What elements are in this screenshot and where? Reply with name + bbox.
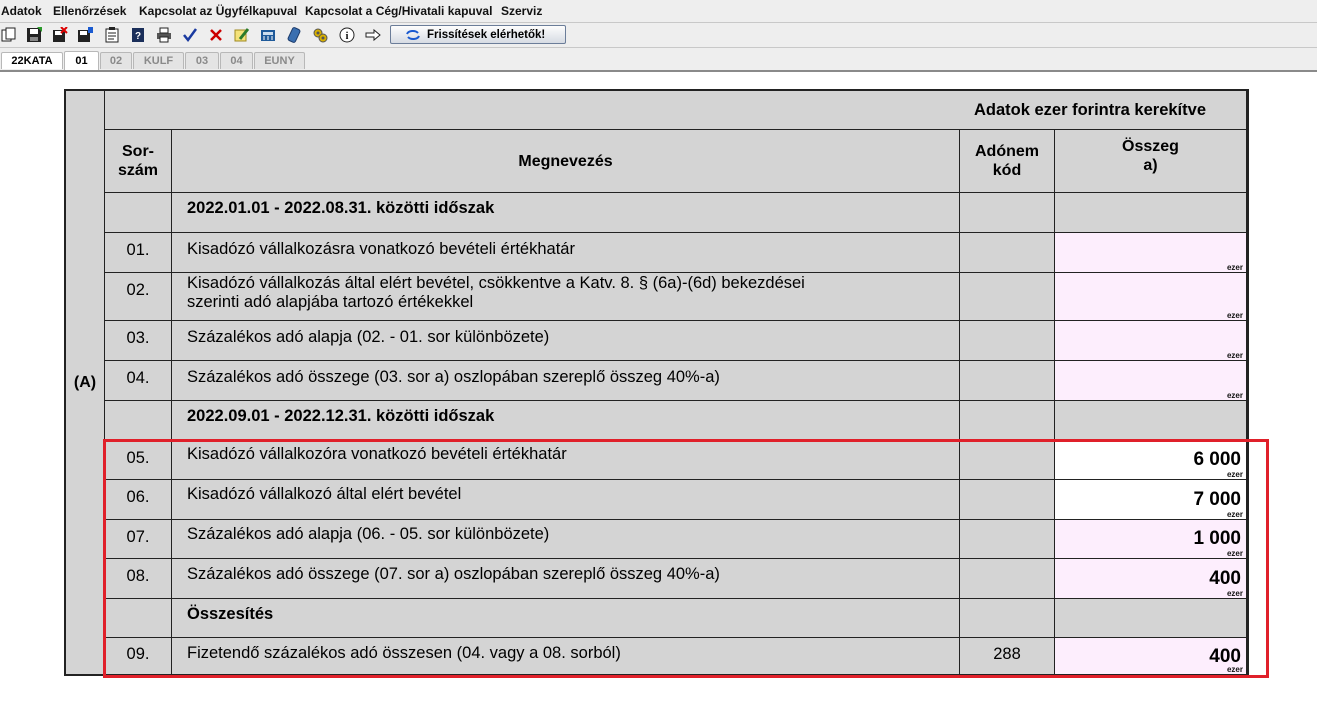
row-code — [960, 480, 1055, 520]
row-number: 03. — [105, 321, 172, 361]
updates-available-button[interactable] — [390, 25, 566, 44]
toolbar — [0, 23, 1317, 48]
header-megnevezes: Megnevezés — [172, 130, 960, 193]
unit-label: ezer — [1226, 665, 1243, 674]
unit-label: ezer — [1226, 351, 1243, 360]
tab-02[interactable]: 02 — [100, 52, 132, 69]
cancel-icon[interactable] — [207, 26, 225, 44]
amount-input-01[interactable] — [1055, 233, 1247, 273]
row-number: 01. — [105, 233, 172, 273]
amount-input-03[interactable] — [1055, 321, 1247, 361]
tab-22kata[interactable]: 22KATA — [1, 52, 63, 69]
header-osszeg: Összeg a) — [1055, 130, 1247, 193]
content-divider — [0, 70, 1317, 81]
tab-bar — [0, 48, 1317, 70]
save-icon[interactable] — [25, 26, 43, 44]
kata-form-table — [64, 89, 1249, 676]
section-code-cell — [960, 193, 1055, 233]
unit-label: ezer — [1226, 470, 1243, 479]
table-title: Adatok ezer forintra kerekítve — [105, 91, 1247, 130]
section-amount-cell — [1055, 401, 1247, 441]
unit-label: ezer — [1226, 510, 1243, 519]
unit-label: ezer — [1226, 311, 1243, 320]
amount-input-04[interactable] — [1055, 361, 1247, 401]
amount-value: 1 000 — [1193, 528, 1241, 549]
row-code — [960, 520, 1055, 559]
pointer-icon[interactable] — [364, 26, 382, 44]
row-label: Százalékos adó alapja (06. - 05. sor különbözete) — [172, 520, 960, 559]
tab-01[interactable]: 01 — [64, 51, 99, 70]
row-number: 04. — [105, 361, 172, 401]
print-icon[interactable] — [155, 26, 173, 44]
row-code — [960, 321, 1055, 361]
amount-input-08[interactable] — [1055, 559, 1247, 599]
row-label: Kisadózó vállalkozó által elért bevétel — [172, 480, 960, 520]
section-title-period-1: 2022.01.01 - 2022.08.31. közötti időszak — [172, 193, 960, 233]
amount-value: 7 000 — [1193, 489, 1241, 510]
header-sorszam: Sor- szám — [105, 130, 172, 193]
row-code — [960, 441, 1055, 480]
unit-label: ezer — [1226, 549, 1243, 558]
svg-text:i: i — [345, 31, 349, 42]
amount-value: 400 — [1209, 568, 1241, 589]
copy-icon[interactable] — [0, 26, 18, 44]
check-icon[interactable] — [181, 26, 199, 44]
tab-04[interactable]: 04 — [220, 52, 253, 69]
row-label: Százalékos adó összege (07. sor a) oszlopában szereplő összeg 40%-a) — [172, 559, 960, 599]
section-amount-cell — [1055, 599, 1247, 638]
tab-euny[interactable]: EUNY — [254, 52, 305, 69]
row-number: 02. — [105, 273, 172, 321]
menu-adatok[interactable]: Adatok — [1, 4, 42, 18]
section-code-cell — [960, 599, 1055, 638]
section-num-cell — [105, 599, 172, 638]
amount-input-06[interactable] — [1055, 480, 1247, 520]
delete-form-icon[interactable] — [51, 26, 69, 44]
edit-note-icon[interactable] — [233, 26, 251, 44]
save-as-icon[interactable] — [76, 26, 94, 44]
tab-03[interactable]: 03 — [185, 52, 219, 69]
row-label: Százalékos adó összege (03. sor a) oszlopában szereplő összeg 40%-a) — [172, 361, 960, 401]
row-code — [960, 273, 1055, 321]
calculator-icon[interactable] — [259, 26, 277, 44]
tab-kulf[interactable]: KULF — [133, 52, 184, 69]
row-code — [960, 559, 1055, 599]
row-label: Kisadózó vállalkozás által elért bevétel, csökkentve a Katv. 8. § (6a)-(6d) bekezdései szerinti adó alapjába tartozó értékekkel — [172, 273, 960, 321]
unit-label: ezer — [1226, 589, 1243, 598]
row-number: 05. — [105, 441, 172, 480]
row-label: Százalékos adó alapja (02. - 01. sor különbözete) — [172, 321, 960, 361]
amount-input-02[interactable] — [1055, 273, 1247, 321]
row-number: 09. — [105, 638, 172, 674]
menu-ellenorzesek[interactable]: Ellenőrzések — [53, 4, 127, 18]
row-label: Kisadózó vállalkozásra vonatkozó bevételi értékhatár — [172, 233, 960, 273]
clipboard-icon[interactable] — [103, 26, 121, 44]
amount-input-09[interactable] — [1055, 638, 1247, 674]
section-num-cell — [105, 401, 172, 441]
row-number: 08. — [105, 559, 172, 599]
row-number: 06. — [105, 480, 172, 520]
amount-value: 6 000 — [1193, 449, 1241, 470]
attachment-icon[interactable] — [285, 26, 303, 44]
section-num-cell — [105, 193, 172, 233]
settings-icon[interactable] — [311, 26, 329, 44]
amount-value: 400 — [1209, 646, 1241, 667]
row-code — [960, 361, 1055, 401]
menu-szerviz[interactable]: Szerviz — [501, 4, 543, 18]
section-amount-cell — [1055, 193, 1247, 233]
section-title-summary: Összesítés — [172, 599, 960, 638]
refresh-icon — [405, 29, 421, 41]
menu-ugyfelkapu[interactable]: Kapcsolat az Ügyfélkapuval — [139, 4, 298, 18]
unit-label: ezer — [1226, 263, 1243, 272]
section-a-label: (A) — [66, 91, 105, 674]
row-code — [960, 233, 1055, 273]
amount-input-07[interactable] — [1055, 520, 1247, 559]
amount-input-05[interactable] — [1055, 441, 1247, 480]
info-book-icon[interactable] — [129, 26, 147, 44]
svg-text:?: ? — [134, 31, 142, 42]
menu-cegkapu[interactable]: Kapcsolat a Cég/Hivatali kapuval — [305, 4, 493, 18]
row-number: 07. — [105, 520, 172, 559]
row-code: 288 — [960, 638, 1055, 674]
info-icon[interactable] — [338, 26, 356, 44]
row-label: Fizetendő százalékos adó összesen (04. vagy a 08. sorból) — [172, 638, 960, 674]
section-title-period-2: 2022.09.01 - 2022.12.31. közötti időszak — [172, 401, 960, 441]
section-code-cell — [960, 401, 1055, 441]
header-adonem-kod: Adónem kód — [960, 130, 1055, 193]
updates-available-label: Frissítések elérhetők! — [427, 28, 546, 41]
row-label: Kisadózó vállalkozóra vonatkozó bevételi értékhatár — [172, 441, 960, 480]
unit-label: ezer — [1226, 391, 1243, 400]
menu-bar — [0, 0, 1317, 23]
